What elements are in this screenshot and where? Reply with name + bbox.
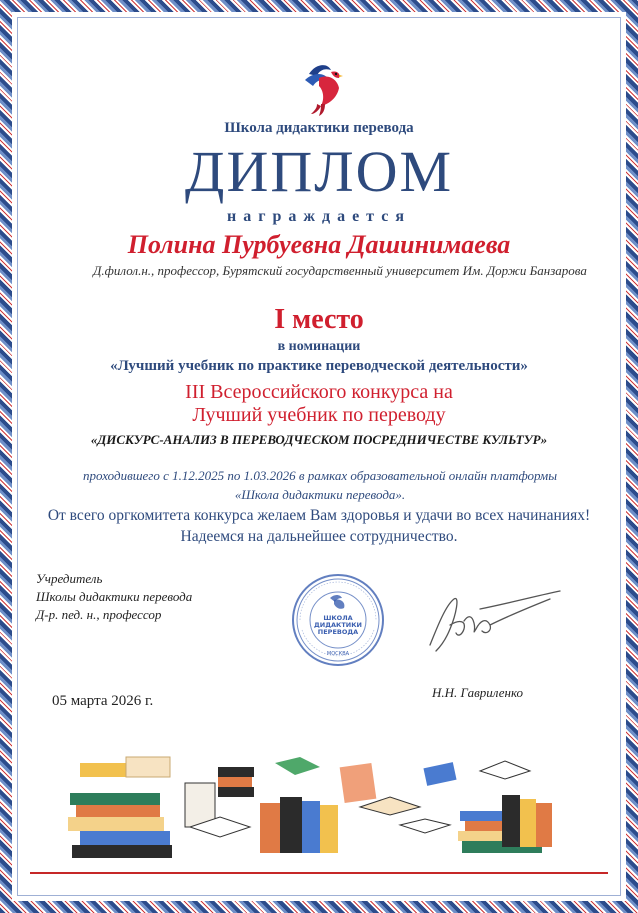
issue-date: 05 марта 2026 г.	[52, 693, 154, 709]
awarded-label: награждается	[227, 208, 411, 225]
nomination-title: «Лучший учебник по практике переводческой деятельности»	[110, 358, 528, 374]
bottom-divider	[30, 872, 608, 874]
stamp-text-3: ПЕРЕВОДА	[317, 628, 359, 636]
recipient-name: Полина Пурбуевна Дашинимаева	[127, 230, 511, 259]
stamp-text-2: ДИДАКТИКИ	[314, 621, 362, 629]
books-illustration	[60, 745, 580, 860]
founder-line2: Школы дидактики перевода	[36, 589, 193, 604]
founder-line3: Д-р. пед. н., профессор	[36, 607, 162, 622]
bird-emblem-icon	[301, 60, 347, 116]
signer-name: Н.Н. Гавриленко	[432, 685, 524, 700]
founder-line1: Учредитель	[36, 571, 103, 586]
place-award: I место	[274, 304, 364, 335]
founder-block	[36, 570, 192, 624]
contest-title-line1: III Всероссийского конкурса на	[185, 381, 453, 403]
stamp-city: МОСКВА	[326, 651, 350, 657]
contest-title-line2: Лучший учебник по переводу	[192, 404, 446, 426]
nomination-label: в номинации	[277, 339, 361, 354]
recipient-affiliation: Д.филол.н., профессор, Бурятский государственный университет Им. Доржи Банзарова	[93, 263, 587, 278]
document-title: ДИПЛОМ	[184, 139, 454, 204]
work-topic: «ДИСКУРС-АНАЛИЗ В ПЕРЕВОДЧЕСКОМ ПОСРЕДНИЧЕСТВЕ КУЛЬТУР»	[90, 432, 548, 447]
stamp-seal	[290, 572, 386, 668]
school-name: Школа дидактики перевода	[224, 120, 414, 136]
wishes-text: От всего оргкомитета конкурса желаем Вам здоровья и удачи во всех начинаниях! Надеемся на дальнейшее сотрудничество.	[47, 507, 591, 545]
signature	[420, 585, 570, 660]
stamp-text-1: ШКОЛА	[323, 614, 353, 622]
contest-period: проходившего с 1.12.2025 по 1.03.2026 в рамках образовательной онлайн платформы «Школа дидактики перевода».	[82, 468, 558, 502]
